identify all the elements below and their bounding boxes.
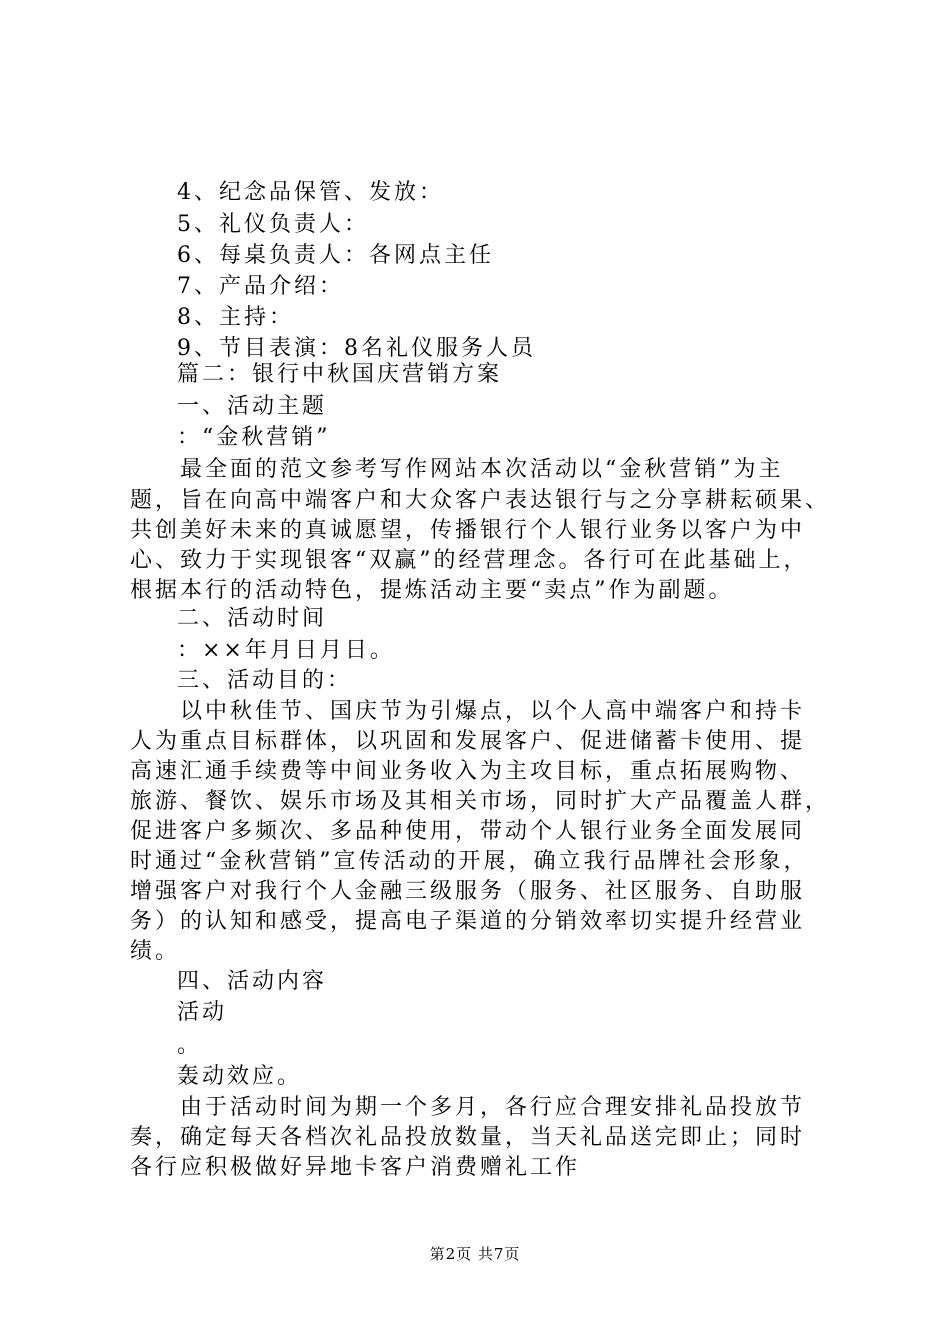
paragraph-purpose-line-6: 时通过“金秋营销”宣传活动的开展，确立我行品牌社会形象， <box>130 849 809 874</box>
text-time-value: ：××年月日月日。 <box>177 638 395 663</box>
paragraph-purpose-line-1: 以中秋佳节、国庆节为引爆点，以个人高中端客户和持卡 <box>180 699 806 724</box>
text-period: 。 <box>177 1033 203 1058</box>
page-number-footer: 第2页 共7页 <box>429 1245 521 1263</box>
list-item-performance: 9、节目表演：8名礼仪服务人员 <box>177 336 536 361</box>
list-item-product: 7、产品介绍： <box>177 274 344 299</box>
paragraph-purpose-line-2: 人为重点目标群体，以巩固和发展客户、促进储蓄卡使用、提 <box>130 729 806 754</box>
list-item-etiquette: 5、礼仪负责人： <box>177 212 369 237</box>
text-activity: 活动 <box>177 1000 228 1025</box>
list-item-table-lead: 6、每桌负责人：各网点主任 <box>177 243 494 268</box>
paragraph-theme-line-4: 心、致力于实现银客“双赢”的经营理念。各行可在此基础上， <box>130 548 809 573</box>
paragraph-theme-line-5: 根据本行的活动特色，提炼活动主要“卖点”作为副题。 <box>130 578 734 603</box>
paragraph-gift-line-3: 各行应积极做好异地卡客户消费赠礼工作 <box>130 1155 581 1180</box>
paragraph-purpose-line-7: 增强客户对我行个人金融三级服务（服务、社区服务、自助服 <box>130 879 806 904</box>
text-sensation: 轰动效应。 <box>177 1064 303 1089</box>
paragraph-theme-line-1: 最全面的范文参考写作网站本次活动以“金秋营销”为主 <box>180 457 784 482</box>
paragraph-theme-line-3: 共创美好未来的真诚愿望，传播银行个人银行业务以客户为中 <box>130 518 806 543</box>
section-heading-part2: 篇二：银行中秋国庆营销方案 <box>177 362 503 387</box>
paragraph-gift-line-2: 奏，确定每天各档次礼品投放数量，当天礼品送完即止；同时 <box>130 1125 806 1150</box>
list-item-host: 8、主持： <box>177 305 294 330</box>
paragraph-purpose-line-4: 旅游、餐饮、娱乐市场及其相关市场，同时扩大产品覆盖人群， <box>130 789 831 814</box>
text-theme-value: ：“金秋营销” <box>177 425 331 450</box>
heading-activity-time: 二、活动时间 <box>177 606 328 631</box>
paragraph-purpose-line-3: 高速汇通手续费等中间业务收入为主攻目标，重点拓展购物、 <box>130 759 806 784</box>
paragraph-purpose-line-9: 绩。 <box>130 939 181 964</box>
paragraph-purpose-line-5: 促进客户多频次、多品种使用，带动个人银行业务全面发展同 <box>130 819 806 844</box>
list-item-souvenir: 4、纪念品保管、发放： <box>177 180 444 205</box>
heading-activity-theme: 一、活动主题 <box>177 394 328 419</box>
paragraph-theme-line-2: 题，旨在向高中端客户和大众客户表达银行与之分享耕耘硕果、 <box>130 488 831 513</box>
heading-activity-purpose: 三、活动目的： <box>177 668 353 693</box>
paragraph-purpose-line-8: 务）的认知和感受，提高电子渠道的分销效率切实提升经营业 <box>130 909 806 934</box>
paragraph-gift-line-1: 由于活动时间为期一个多月，各行应合理安排礼品投放节 <box>180 1095 806 1120</box>
heading-activity-content: 四、活动内容 <box>177 969 328 994</box>
